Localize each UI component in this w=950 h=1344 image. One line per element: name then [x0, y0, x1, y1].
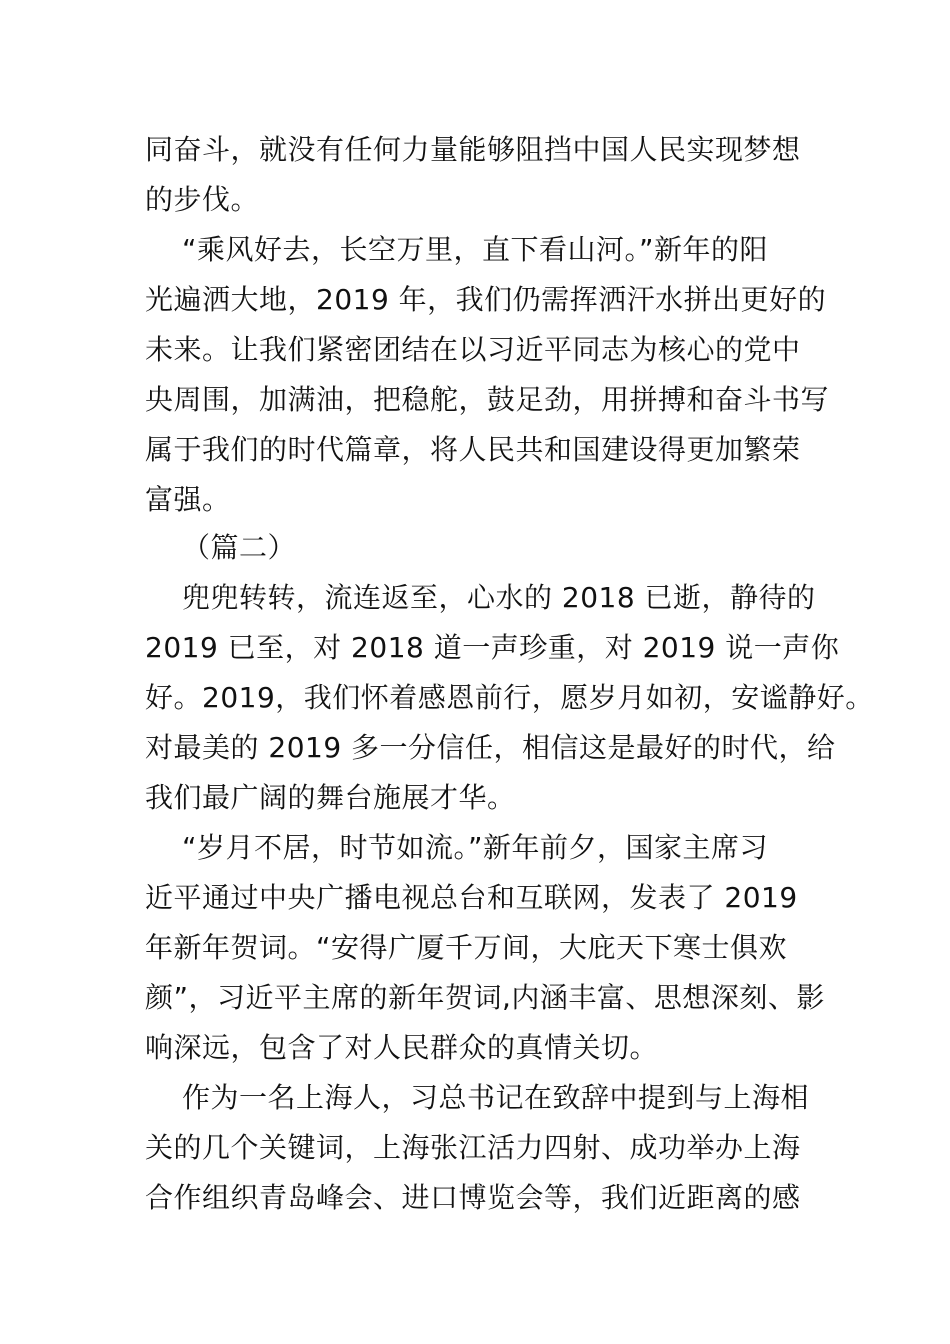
text-line: 好。2019，我们怀着感恩前行，愿岁月如初，安谧静好。	[145, 681, 874, 714]
text-line: 光遍洒大地，2019 年，我们仍需挥洒汗水拼出更好的	[145, 283, 827, 316]
text-line: 关的几个关键词，上海张江活力四射、成功举办上海	[145, 1131, 801, 1164]
text-line: 属于我们的时代篇章，将人民共和国建设得更加繁荣	[145, 433, 801, 466]
text-line: 2019 已至，对 2018 道一声珍重，对 2019 说一声你	[145, 631, 840, 664]
text-line: 央周围，加满油，把稳舵，鼓足劲，用拼搏和奋斗书写	[145, 383, 830, 416]
text-line: 颜”，习近平主席的新年贺词,内涵丰富、思想深刻、影	[145, 981, 825, 1014]
text-line: “乘风好去，长空万里，直下看山河。”新年的阳	[182, 233, 769, 266]
text-line: 年新年贺词。“安得广厦千万间，大庇天下寒士俱欢	[145, 931, 788, 964]
text-line: 我们最广阔的舞台施展才华。	[145, 781, 516, 814]
text-line: 作为一名上海人，习总书记在致辞中提到与上海相	[182, 1081, 810, 1114]
section-heading: （篇二）	[182, 531, 297, 564]
text-line: 合作组织青岛峰会、进口博览会等，我们近距离的感	[145, 1181, 801, 1214]
text-line: 兜兜转转，流连返至，心水的 2018 已逝，静待的	[182, 581, 816, 614]
text-line: 对最美的 2019 多一分信任，相信这是最好的时代，给	[145, 731, 836, 764]
text-line: 富强。	[145, 483, 231, 516]
text-line: 的步伐。	[145, 183, 260, 216]
text-line: 未来。让我们紧密团结在以习近平同志为核心的党中	[145, 333, 801, 366]
text-line: 近平通过中央广播电视总台和互联网，发表了 2019	[145, 881, 798, 914]
text-line: 同奋斗，就没有任何力量能够阻挡中国人民实现梦想	[145, 133, 801, 166]
text-line: 响深远，包含了对人民群众的真情关切。	[145, 1031, 659, 1064]
text-line: “岁月不居，时节如流。”新年前夕，国家主席习	[182, 831, 769, 864]
